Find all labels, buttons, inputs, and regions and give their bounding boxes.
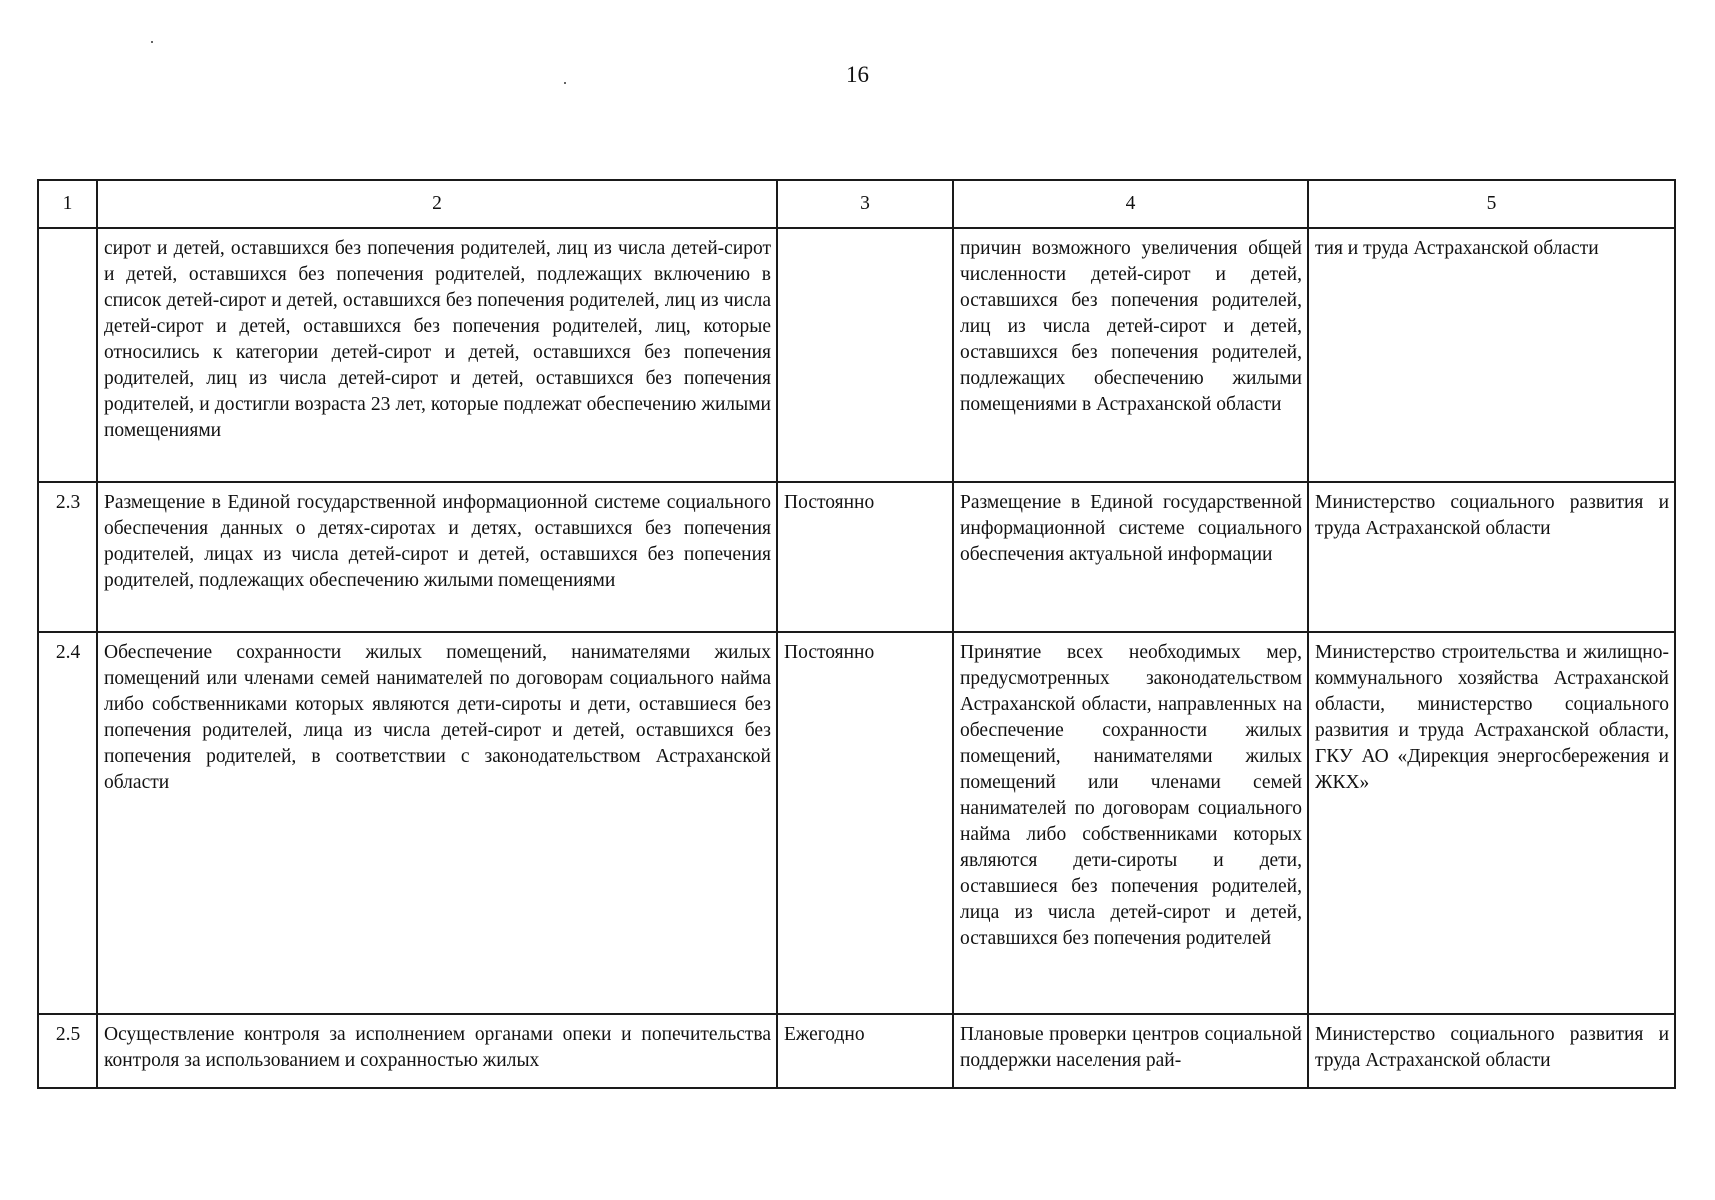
responsible-party: Министерство социального развития и труда Астраханской области [1308, 1014, 1675, 1088]
measure-term [777, 228, 953, 482]
scan-speck [564, 82, 566, 84]
responsible-party: тия и труда Астраханской области [1308, 228, 1675, 482]
header-row [38, 180, 1675, 228]
table-row [38, 632, 1675, 1014]
scan-speck [151, 41, 153, 43]
measures-table [37, 179, 1676, 1089]
expected-result: Размещение в Единой государственной информационной системе социального обеспечения актуальной информации [953, 482, 1308, 632]
measure-term: Ежегодно [777, 1014, 953, 1088]
measure-description: Осуществление контроля за исполнением органами опеки и попечительства контроля за использованием и сохранностью жилых [97, 1014, 777, 1088]
measure-term: Постоянно [777, 632, 953, 1014]
table-row [38, 228, 1675, 482]
measure-description: Размещение в Единой государственной информационной системе социального обеспечения данных о детях-сиротах и детях, оставшихся без попечения родителей, лицах из числа детей-сирот и детей, оставшихся без попечения родителей, подлежащих обеспечению жилыми помещениями [97, 482, 777, 632]
row-number: 2.3 [38, 482, 97, 632]
measure-description: сирот и детей, оставшихся без попечения родителей, лиц из числа детей-сирот и детей, оставшихся без попечения родителей, подлежащих включению в список детей-сирот и детей, оставшихся без попечения родителей, лиц из числа детей-сирот и детей, оставшихся без попечения родителей, лиц, которые относились к категории детей-сирот и детей, оставшихся без попечения родителей, лиц из числа детей-сирот и детей, оставшихся без попечения родителей, и достигли возраста 23 лет, которые подлежат обеспечению жилыми помещениями [97, 228, 777, 482]
row-number: 2.4 [38, 632, 97, 1014]
table-row [38, 1014, 1675, 1088]
table-row [38, 482, 1675, 632]
column-header: 3 [777, 180, 953, 228]
page-number: 16 [846, 62, 869, 87]
expected-result: Плановые проверки центров социальной поддержки населения рай- [953, 1014, 1308, 1088]
row-number [38, 228, 97, 482]
column-header: 1 [38, 180, 97, 228]
responsible-party: Министерство социального развития и труда Астраханской области [1308, 482, 1675, 632]
measure-description: Обеспечение сохранности жилых помещений, нанимателями жилых помещений или членами семей нанимателей по договорам социального найма либо собственниками которых являются дети-сироты и дети, оставшиеся без попечения родителей, лица из числа детей-сирот и детей, оставшихся без попечения родителей, в соответствии с законодательством Астраханской области [97, 632, 777, 1014]
responsible-party: Министерство строительства и жилищно-коммунального хозяйства Астраханской области, министерство социального развития и труда Астраханской области, ГКУ АО «Дирекция энергосбережения и ЖКХ» [1308, 632, 1675, 1014]
column-header: 5 [1308, 180, 1675, 228]
expected-result: Принятие всех необходимых мер, предусмотренных законодательством Астраханской области, направленных на обеспечение сохранности жилых помещений, нанимателями жилых помещений или членами семей нанимателей по договорам социального найма либо собственниками которых являются дети-сироты и дети, оставшиеся без попечения родителей, лица из числа детей-сирот и детей, оставшихся без попечения родителей [953, 632, 1308, 1014]
column-header: 4 [953, 180, 1308, 228]
row-number: 2.5 [38, 1014, 97, 1088]
measure-term: Постоянно [777, 482, 953, 632]
column-header: 2 [97, 180, 777, 228]
expected-result: причин возможного увеличения общей численности детей-сирот и детей, оставшихся без попечения родителей, лиц из числа детей-сирот и детей, оставшихся без попечения родителей, подлежащих обеспечению жилыми помещениями в Астраханской области [953, 228, 1308, 482]
